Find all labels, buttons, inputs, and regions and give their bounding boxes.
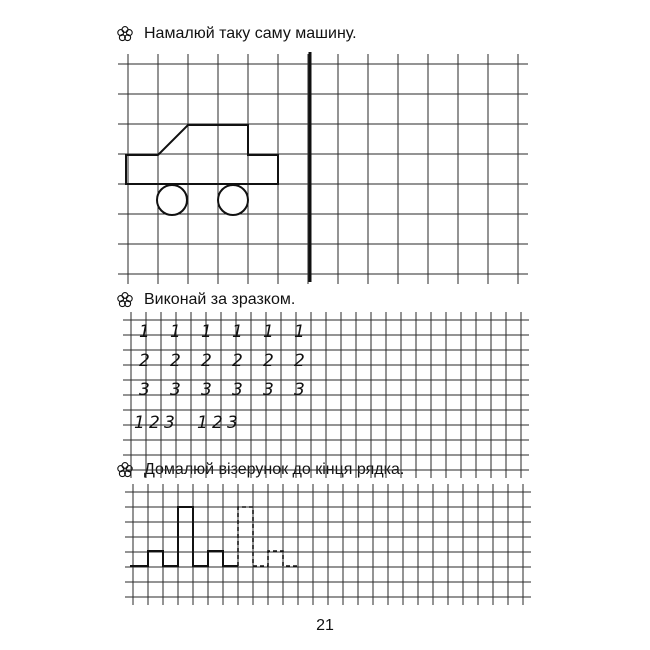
sample-digit: 1 <box>294 322 305 342</box>
sample-digit: 2 <box>139 351 150 371</box>
sample-digit: 2 <box>232 351 243 371</box>
sample-digit: 1 <box>201 322 212 342</box>
sample-digit: 1 <box>134 413 145 433</box>
sample-digit: 1 <box>170 322 181 342</box>
page-number: 21 <box>316 617 334 634</box>
sample-digit: 1 <box>139 322 150 342</box>
sample-digit: 3 <box>227 413 238 433</box>
sample-digit: 3 <box>139 380 150 400</box>
sample-digit: 2 <box>263 351 274 371</box>
sample-digit: 2 <box>201 351 212 371</box>
task-2-title: Виконай за зразком. <box>144 291 296 308</box>
sample-digit: 1 <box>197 413 208 433</box>
sample-digit: 1 <box>232 322 243 342</box>
sample-digit: 1 <box>263 322 274 342</box>
sample-digit: 3 <box>201 380 212 400</box>
digits-grid <box>123 312 529 478</box>
sample-digit: 2 <box>212 413 223 433</box>
sample-digit: 3 <box>263 380 274 400</box>
car-sample-drawing <box>126 125 278 215</box>
car-grid <box>118 54 528 284</box>
sample-digit: 3 <box>294 380 305 400</box>
sample-digit: 3 <box>164 413 175 433</box>
sample-digits <box>134 322 305 433</box>
car-wheel-left <box>157 185 187 215</box>
sample-digit: 2 <box>170 351 181 371</box>
sample-digit: 2 <box>149 413 160 433</box>
pattern-grid <box>125 484 531 605</box>
task-3-title: Домалюй візерунок до кінця рядка. <box>144 461 405 478</box>
task-1-title: Намалюй таку саму машину. <box>144 25 357 42</box>
sample-digit: 3 <box>232 380 243 400</box>
sample-digit: 2 <box>294 351 305 371</box>
car-wheel-right <box>218 185 248 215</box>
sample-digit: 3 <box>170 380 181 400</box>
